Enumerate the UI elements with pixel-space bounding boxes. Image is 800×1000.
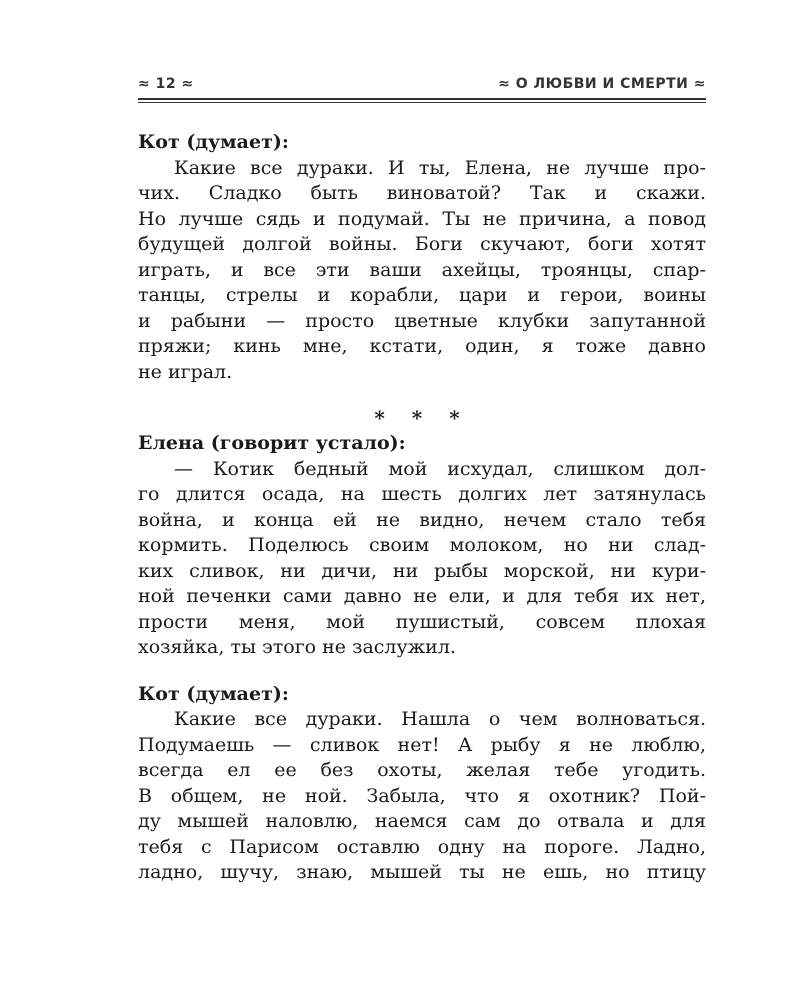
text-line: ладно, шучу, знаю, мышей ты не ешь, но птицу [138, 861, 706, 883]
speaker-label: Кот (думает): [138, 131, 289, 153]
text-line: кормить. Поделюсь своим молоком, но ни слад- [138, 534, 706, 556]
text-line: ду мышей наловлю, наемся сам до отвала и для [138, 810, 706, 832]
page-number: ≈ 12 ≈ [138, 76, 194, 92]
page-header [138, 76, 706, 98]
text-line: танцы, стрелы и корабли, цари и герои, воины [138, 284, 706, 306]
text-line: го длится осада, на шесть долгих лет затянулась [138, 483, 706, 505]
text-line: ной печенки сами давно не ели, и для тебя их нет, [138, 585, 706, 607]
text-line: будущей долгой войны. Боги скучают, боги хотят [138, 233, 706, 255]
text-line: Какие все дураки. И ты, Елена, не лучше про- [174, 156, 706, 179]
text-line: Какие все дураки. Нашла о чем волноваться. [174, 708, 706, 730]
text-line: чих. Сладко быть виноватой? Так и скажи. [138, 182, 706, 204]
text-line: прости меня, мой пушистый, совсем плохая [138, 610, 706, 633]
text-line: война, и конца ей не видно, нечем стало тебя [138, 508, 706, 531]
page-body [138, 130, 706, 886]
text-line: всегда ел ее без охоты, желая тебе угодить. [138, 759, 706, 781]
header-rule-bottom [138, 102, 706, 103]
text-line: и рабыни — просто цветные клубки запутанной [138, 309, 706, 332]
text-line: пряжи; кинь мне, кстати, один, я тоже давно [138, 335, 706, 357]
dialogue-paragraph [138, 156, 706, 386]
text-line: — Котик бедный мой исхудал, слишком дол- [174, 457, 706, 480]
text-line: играть, и все эти ваши ахейцы, троянцы, спар- [138, 258, 706, 281]
section-gap [138, 661, 706, 682]
text-line: тебя с Парисом оставлю одну на пороге. Ладно, [138, 835, 706, 858]
text-line: хозяйка, ты этого не заслужил. [138, 636, 456, 658]
speaker-label: Елена (говорит устало): [138, 432, 406, 454]
text-line: В общем, не ной. Забыла, что я охотник? Пой- [138, 784, 706, 807]
header-rule-top [138, 98, 706, 100]
dialogue-paragraph [138, 707, 706, 886]
text-line: Но лучше сядь и подумай. Ты не причина, а повод [138, 207, 706, 230]
running-title: ≈ О ЛЮБВИ И СМЕРТИ ≈ [498, 76, 706, 92]
scene-separator: * * * [374, 406, 470, 430]
dialogue-paragraph [138, 457, 706, 661]
text-line: Подумаешь — сливок нет! А рыбу я не люблю, [138, 733, 706, 756]
text-line: не играл. [138, 360, 233, 383]
section-gap [138, 385, 706, 406]
speaker-label: Кот (думает): [138, 682, 289, 705]
text-line: ких сливок, ни дичи, ни рыбы морской, ни кури- [138, 559, 706, 582]
